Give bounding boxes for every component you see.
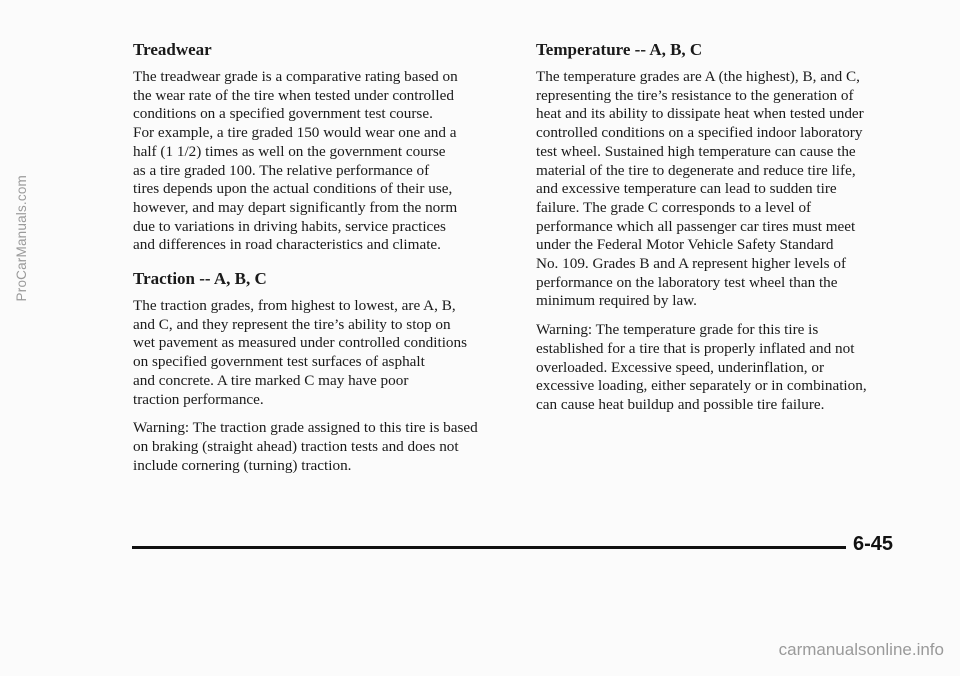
treadwear-section (133, 40, 511, 255)
page-number: 6-45 (853, 533, 894, 555)
treadwear-heading: Treadwear (133, 40, 212, 59)
traction-section (133, 269, 511, 475)
right-column (536, 40, 892, 425)
temperature-warning: Warning: The temperature grade for this tire is established for a tire that is properly inflated and not overloaded. Excessive speed, underinflation, or excessive loading, either separately or in combination, can cause heat buildup and possible tire failure. (536, 321, 867, 413)
side-watermark: ProCarManuals.com (14, 175, 29, 302)
traction-paragraph: The traction grades, from highest to lowest, are A, B, and C, and they represent the tire’s ability to stop on wet pavement as measured under controlled conditions on specified government test surfaces of asphalt and concrete. A tire marked C may have poor traction performance. (133, 297, 468, 408)
traction-warning: Warning: The traction grade assigned to this tire is based on braking (straight ahead) traction tests and does not include cornering (turning) traction. (133, 419, 478, 474)
footer-watermark: carmanualsonline.info (778, 640, 944, 659)
footer-rule (132, 546, 846, 549)
temperature-heading: Temperature -- A, B, C (536, 40, 703, 59)
traction-heading: Traction -- A, B, C (133, 269, 267, 289)
temperature-section (536, 40, 892, 415)
left-column (133, 40, 511, 485)
temperature-paragraph: The temperature grades are A (the highest), B, and C, representing the tire’s resistance to the generation of heat and its ability to dissipate heat when tested under controlled conditions on a specified indoor laboratory test wheel. Sustained high temperature can cause the material of the tire to degenerate and reduce tire life, and excessive temperature can lead to sudden tire failure. The grade C corresponds to a level of performance which all passenger car tires must meet under the Federal Motor Vehicle Safety Standard No. 109. Grades B and A represent higher levels of performance on the laboratory test wheel than the minimum required by law. (536, 68, 864, 310)
treadwear-paragraph: The treadwear grade is a comparative rating based on the wear rate of the tire when tested under controlled conditions on a specified government test course. For example, a tire graded 150 would wear one and a half (1 1/2) times as well on the government course as a tire graded 100. The relative performance of tires depends upon the actual conditions of their use, however, and may depart significantly from the norm due to variations in driving habits, service practices and differences in road characteristics and climate. (133, 68, 458, 254)
